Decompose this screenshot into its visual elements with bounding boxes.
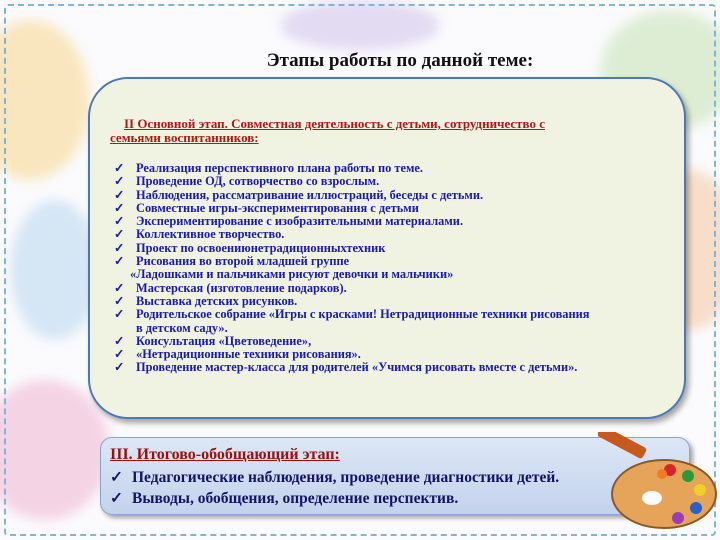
list-item: ✓ Проведение мастер-класса для родителей «Учимся рисовать вместе с детьми». bbox=[114, 360, 578, 375]
stage2-heading-line1: II Основной этап. Совместная деятельность с детьми, сотрудничество с bbox=[124, 116, 545, 131]
list-item: ✓ Проведение ОД, сотворчество со взрослым. bbox=[114, 174, 380, 189]
slide-title: Этапы работы по данной теме: bbox=[266, 50, 534, 71]
checkmark-icon: ✓ bbox=[114, 347, 125, 362]
list-item: ✓ Выводы, обобщения, определение перспектив. bbox=[110, 490, 459, 507]
list-item: ✓ Наблюдения, рассматривание иллюстраций, беседы с детьми. bbox=[114, 187, 484, 202]
list-item: ✓ Родительское собрание «Игры с красками! Нетрадиционные техники рисования bbox=[114, 307, 590, 322]
list-item-continuation: в детском саду». bbox=[136, 320, 228, 335]
paint-palette-icon bbox=[598, 432, 718, 532]
stage2-list bbox=[114, 162, 664, 375]
list-item: ✓ Выставка детских рисунков. bbox=[114, 293, 298, 308]
list-item: ✓ Рисования во второй младшей группе bbox=[114, 254, 350, 269]
checkmark-icon: ✓ bbox=[110, 490, 123, 507]
list-item: ✓ Совместные игры-экспериментирования с детьми bbox=[114, 200, 419, 215]
paint-splash-decoration bbox=[10, 200, 100, 340]
checkmark-icon: ✓ bbox=[114, 254, 125, 269]
stage3-heading: III. Итогово-обобщающий этап: bbox=[110, 446, 340, 463]
paint-splash-decoration bbox=[280, 0, 440, 50]
checkmark-icon: ✓ bbox=[114, 187, 125, 202]
list-item: ✓ Педагогические наблюдения, проведение диагностики детей. bbox=[110, 469, 560, 486]
checkmark-icon: ✓ bbox=[114, 227, 125, 242]
paint-splash-decoration bbox=[0, 20, 90, 180]
list-item: ✓ Консультация «Цветоведение», bbox=[114, 333, 312, 348]
checkmark-icon: ✓ bbox=[110, 469, 123, 486]
list-item: ✓ Коллективное творчество. bbox=[114, 227, 285, 242]
checkmark-icon: ✓ bbox=[114, 280, 125, 295]
list-item-continuation: «Ладошками и пальчиками рисуют девочки и мальчики» bbox=[130, 267, 454, 282]
stage2-heading-line2: семьями воспитанников: bbox=[110, 130, 259, 145]
checkmark-icon: ✓ bbox=[114, 333, 125, 348]
checkmark-icon: ✓ bbox=[114, 293, 125, 308]
paint-splash-decoration bbox=[0, 380, 110, 520]
checkmark-icon: ✓ bbox=[114, 161, 125, 175]
list-item: ✓ Реализация перспективного плана работы по теме. bbox=[114, 161, 424, 175]
checkmark-icon: ✓ bbox=[114, 360, 125, 375]
checkmark-icon: ✓ bbox=[114, 174, 125, 189]
checkmark-icon: ✓ bbox=[114, 200, 125, 215]
stage3-list bbox=[110, 467, 559, 509]
stage2-heading bbox=[110, 117, 630, 145]
list-item: ✓ Мастерская (изготовление подарков). bbox=[114, 280, 347, 295]
list-item: ✓ «Нетрадиционные техники рисования». bbox=[114, 347, 361, 362]
list-item: ✓ Проект по освоениюнетрадиционныхтехник bbox=[114, 240, 386, 255]
list-item: ✓ Экспериментирование с изобразительными материалами. bbox=[114, 214, 464, 229]
checkmark-icon: ✓ bbox=[114, 307, 125, 322]
checkmark-icon: ✓ bbox=[114, 214, 125, 229]
checkmark-icon: ✓ bbox=[114, 240, 125, 255]
